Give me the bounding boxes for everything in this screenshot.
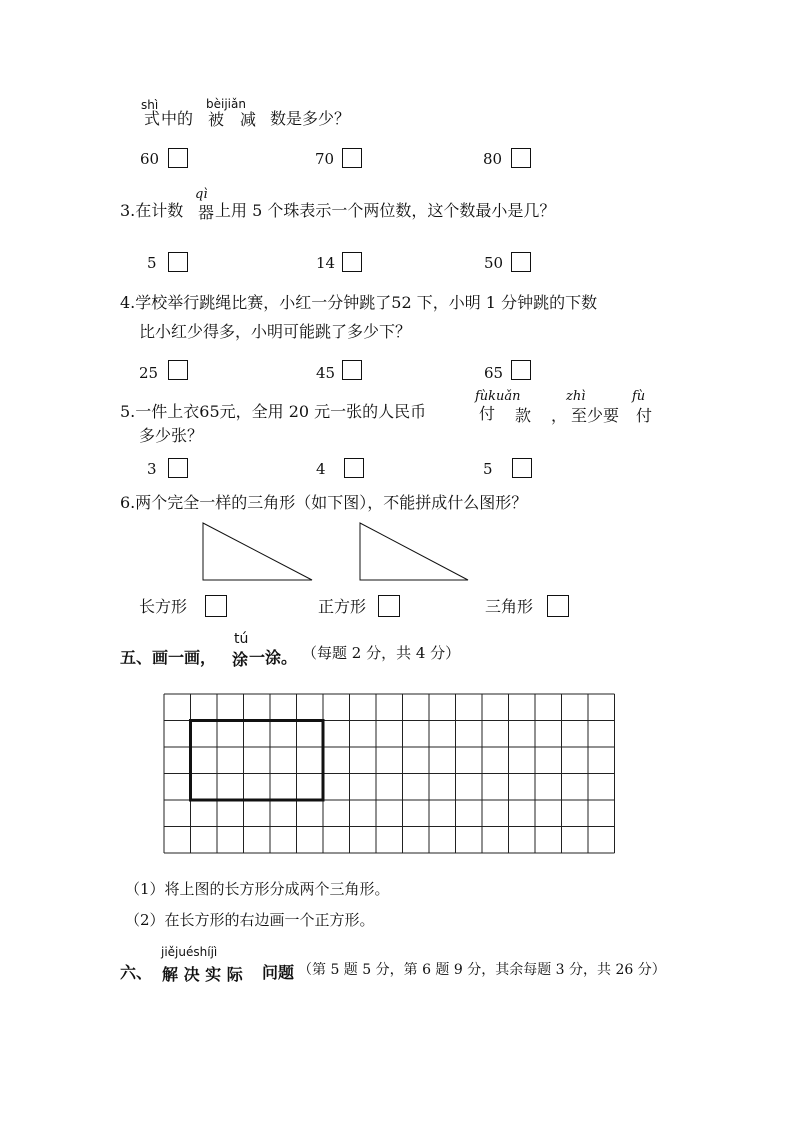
q5-line-2: 多少张？ <box>139 426 204 445</box>
q4-option-1-label: 25 <box>139 364 159 382</box>
q2-option-2-label: 70 <box>315 150 335 168</box>
q4-line-2: 比小红少得多，小明可能跳了多少下？ <box>139 322 412 341</box>
pinyin-zhi: zhì <box>566 389 586 404</box>
q2-option-1-label: 60 <box>140 150 160 168</box>
pinyin-beijian: bèijiǎn <box>206 97 246 111</box>
bold-rectangle <box>191 721 324 801</box>
q2-text-e: 数是多少？ <box>270 109 351 128</box>
pinyin-tu: tú <box>234 631 249 647</box>
pinyin-jiejueshiji: jiějuéshíjì <box>161 945 218 959</box>
pinyin-qi: qì <box>195 187 208 202</box>
section6-title-c: 问题 <box>262 963 295 982</box>
section5-title-c: 一涂。 <box>249 648 298 667</box>
q5-text-kuan: 款 <box>515 406 532 425</box>
q2-option-3-label: 80 <box>483 150 503 168</box>
q3-option-2-label: 14 <box>316 254 336 272</box>
q2-text-a: 式 <box>144 109 161 128</box>
q3-option-1-label: 5 <box>147 254 157 272</box>
q5-option-1-label: 3 <box>147 460 157 478</box>
section5-task-1: （1）将上图的长方形分成两个三角形。 <box>125 880 390 898</box>
q2-text-d: 减 <box>240 110 257 129</box>
section6-title-a: 六、 <box>120 963 153 982</box>
q3-text-a: 3.在计数 <box>120 201 184 220</box>
q4-line-1: 4.学校举行跳绳比赛，小红一分钟跳了52 下，小明 1 分钟跳的下数 <box>120 293 598 312</box>
q6-option-3-label: 三角形 <box>485 597 534 616</box>
q5-text-zhi: 至少要 <box>571 406 620 425</box>
q4-option-2-label: 45 <box>316 364 336 382</box>
q4-option-3-label: 65 <box>484 364 504 382</box>
q2-text-c: 被 <box>208 110 225 129</box>
q5-text-fu2: 付 <box>636 406 653 425</box>
q5-text-a: 5.一件上衣65元，全用 20 元一张的人民币 <box>120 402 427 421</box>
q3-text-b: 器 <box>198 203 215 222</box>
q5-option-3-label: 5 <box>483 460 493 478</box>
q6-option-1-label: 长方形 <box>139 597 188 616</box>
q6-option-2-label: 正方形 <box>318 597 367 616</box>
q3-text-c: 上用 5 个珠表示一个两位数，这个数最小是几？ <box>215 201 556 220</box>
section6-score: （第 5 题 5 分，第 6 题 9 分，其余每题 3 分，共 26 分） <box>298 962 666 978</box>
section5-score: （每题 2 分，共 4 分） <box>302 644 461 662</box>
section6-title-b: 解 决 实 际 <box>162 965 243 984</box>
section5-title-b: 涂 <box>232 650 249 669</box>
q5-text-fu: 付 <box>479 404 496 423</box>
pinyin-fu: fù <box>632 389 646 404</box>
section5-title-a: 五、画一画， <box>120 648 217 667</box>
q2-text-b: 中的 <box>161 109 194 128</box>
q5-option-2-label: 4 <box>316 460 326 478</box>
pinyin-fukuan: fùkuǎn <box>475 389 521 404</box>
q6-text: 6.两个完全一样的三角形（如下图），不能拼成什么图形？ <box>120 493 528 512</box>
section5-task-2: （2）在长方形的右边画一个正方形。 <box>125 911 375 929</box>
pinyin-shi: shì <box>141 98 159 112</box>
q3-option-3-label: 50 <box>484 254 504 272</box>
q5-text-comma: ， <box>551 406 568 425</box>
